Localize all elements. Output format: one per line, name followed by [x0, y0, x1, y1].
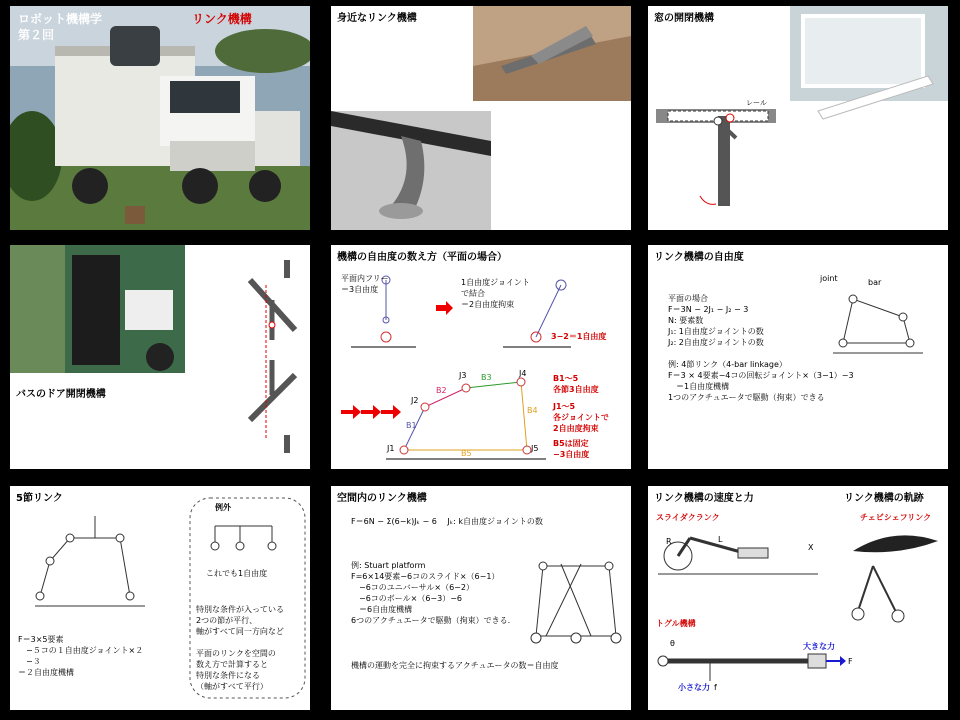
force-f: f: [714, 683, 717, 692]
label-j4: J4: [519, 369, 527, 378]
slide-velocity-force: [648, 486, 948, 710]
slide-five-bar: [10, 486, 310, 710]
big-force-label: 大きな力: [803, 642, 835, 651]
garbage-truck-photo: [10, 6, 310, 230]
slide-title-page: [10, 6, 310, 230]
dof-footer: 機構の運動を完全に拘束するアクチュエータの数＝自由度: [351, 661, 559, 670]
slide-everyday-linkages: [331, 6, 631, 230]
rail-label: レール: [746, 99, 767, 107]
slide-dof-counting: [331, 245, 631, 469]
slide-title: バスのドア開閉機構: [16, 389, 106, 400]
label-b3: B3: [481, 373, 492, 382]
dim-X: X: [808, 543, 814, 552]
slide-title: リンク機構の自由度: [654, 252, 744, 263]
dim-L: L: [718, 535, 723, 544]
course-title: ロボット機構学: [18, 12, 103, 26]
trajectory-title: リンク機構の軌跡: [844, 493, 924, 504]
hinge-photos: [331, 6, 631, 230]
angle-theta: θ: [670, 639, 675, 648]
result-note: 3−2＝1自由度: [551, 332, 607, 341]
label-j5: J5: [531, 444, 539, 453]
slide-bus-door: [10, 245, 310, 469]
spatial-formula: F＝6N − Σ(6−k)Jₖ − 6 Jₖ: k自由度ジョイントの数: [351, 517, 543, 526]
slider-crank-label: スライダクランク: [656, 513, 720, 522]
label-j3: J3: [459, 371, 467, 380]
note-joints: J1〜5 各ジョイントで 2自由度拘束: [553, 402, 609, 433]
toggle-label: トグル機構: [656, 619, 696, 628]
window-photo-and-diagram: [648, 6, 948, 230]
exception-label: 例外: [215, 503, 231, 512]
note-bodies: B1〜5 各節3自由度: [553, 374, 599, 394]
label-b2: B2: [436, 386, 447, 395]
label-j2: J2: [411, 396, 419, 405]
five-bar-formula: F＝3×5要素 −５コの１自由度ジョイント×２ −３ ＝２自由度機構: [18, 635, 144, 677]
bar-label: bar: [868, 278, 882, 287]
slide-spatial-linkage: [331, 486, 631, 710]
label-b4: B4: [527, 406, 538, 415]
joint-label: joint: [820, 274, 838, 283]
lecture-number: 第２回: [18, 28, 55, 42]
chebyshev-label: チェビシェフリンク: [860, 513, 932, 522]
exception-note: これでも1自由度: [206, 569, 268, 578]
note-fixed: B5は固定 −3自由度: [553, 439, 590, 459]
stuart-body: 例: Stuart platform F=6×14要素−6コのスライド×（6−1） −6コのユニバーサル×（6−2） −6コのボール×（6−3）−6 ＝6自由度機構 6つのアクチュエータで駆動（拘束）できる.: [351, 561, 511, 625]
free-body-note: 平面内フリー ＝3自由度: [341, 274, 389, 294]
slide-title: 空間内のリンク機構: [337, 493, 427, 504]
label-b5: B5: [461, 449, 472, 458]
exception-body: 特別な条件が入っている 2つの節が平行、 軸がすべて同一方向など 平面のリンクを空間の 数え方で計算すると 特別な条件になる （軸がすべて平行）: [196, 605, 284, 691]
slide-title: リンク機構の速度と力: [654, 493, 754, 504]
slide-title: 窓の開閉機構: [654, 13, 714, 24]
dof-body: 平面の場合 F＝3N − 2J₁ − J₂ − 3 N: 要素数 J₁: 1自由度ジョイントの数 J₂: 2自由度ジョイントの数 例: 4節リンク（4-bar linkage） F＝3 × 4要素−4コの回転ジョイント×（3−1）−3 ＝1自由度機構 1つのアクチュエータで駆動（拘束）できる: [668, 294, 854, 402]
lecture-subtitle: リンク機構: [192, 12, 252, 26]
label-b1: B1: [406, 421, 417, 430]
dim-R: R: [666, 537, 672, 546]
slide-title: 機構の自由度の数え方（平面の場合）: [337, 252, 507, 263]
slide-linkage-dof: [648, 245, 948, 469]
small-force-label: 小さな力: [678, 683, 710, 692]
joint-note: 1自由度ジョイント で結合 ＝2自由度拘束: [461, 278, 530, 309]
slide-title: 5節リンク: [16, 493, 63, 504]
slide-title: 身近なリンク機構: [337, 13, 417, 24]
bus-door-photo-and-diagram: [10, 245, 310, 469]
force-F: F: [848, 657, 853, 666]
slide-window-mechanism: [648, 6, 948, 230]
label-j1: J1: [387, 444, 395, 453]
